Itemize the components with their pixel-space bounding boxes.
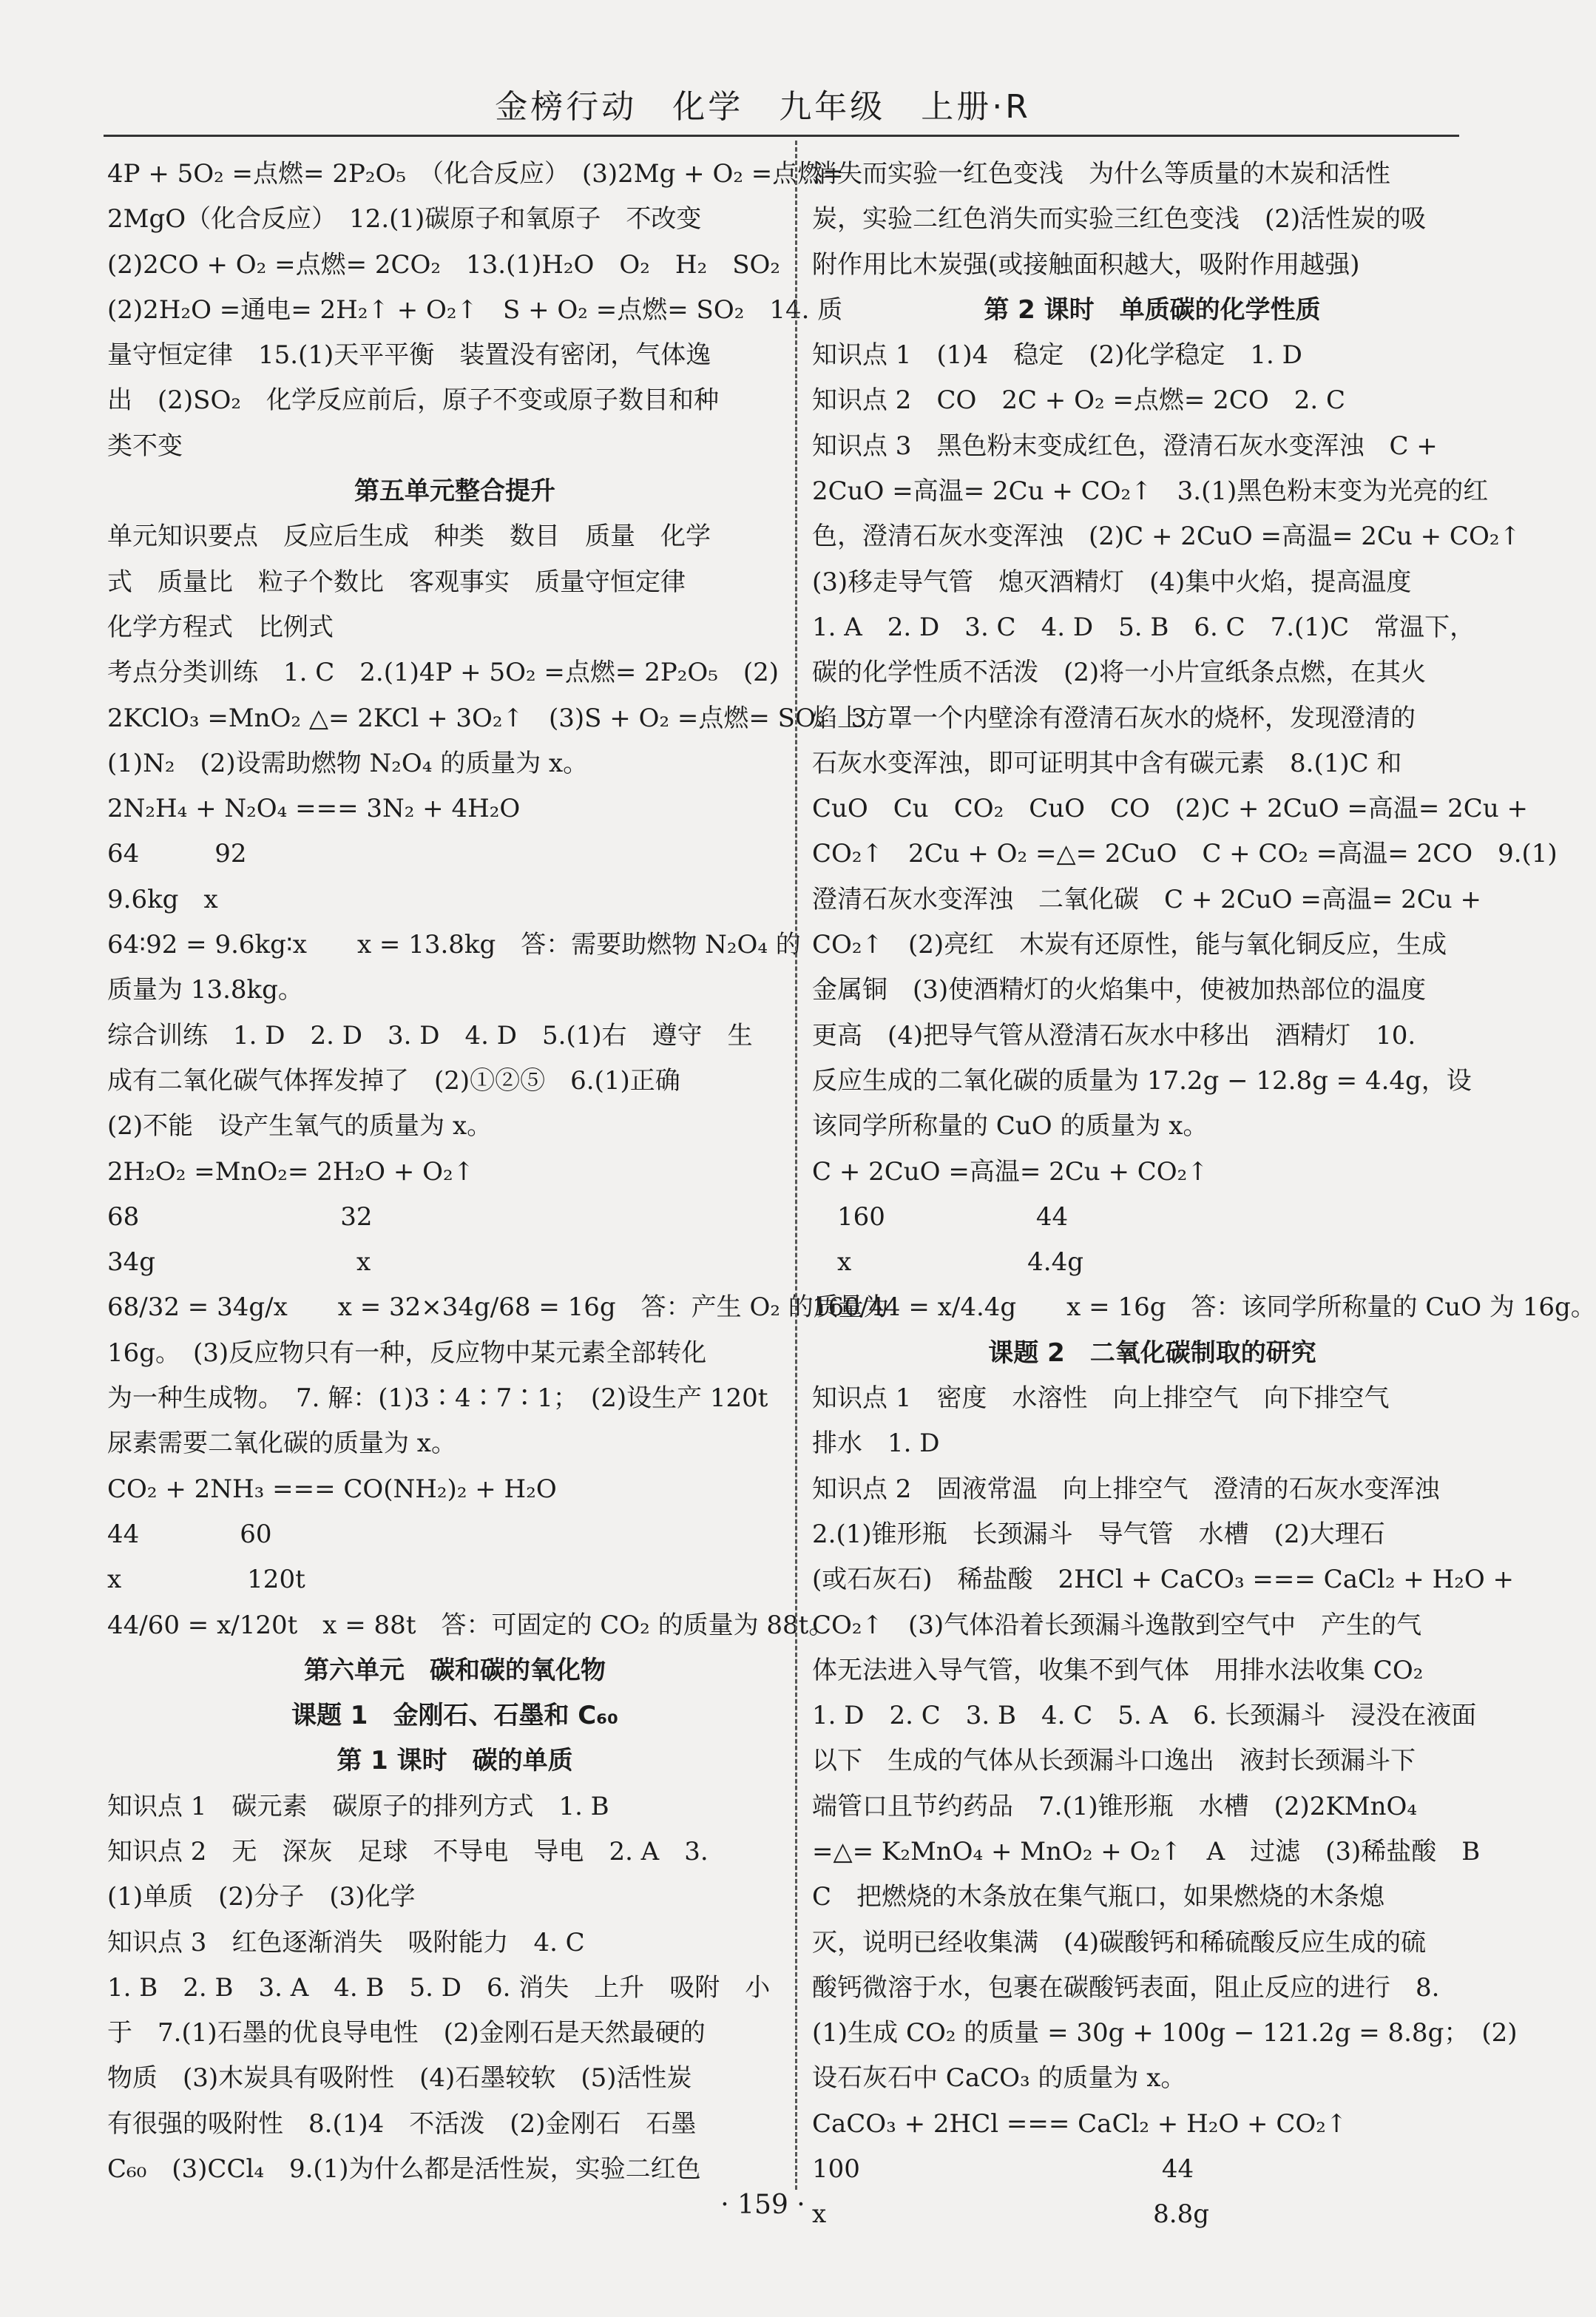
text-line: 为一种生成物。 7. 解：(1)3∶4∶7∶1； (2)设生产 120t [107,1383,768,1414]
text-line: 排水 1. D [812,1429,940,1459]
text-line: 成有二氧化碳气体挥发掉了 (2)①②⑤ 6.(1)正确 [107,1065,680,1096]
section-heading: 第六单元 碳和碳的氧化物 [304,1655,606,1685]
text-line: 1. D 2. C 3. B 4. C 5. A 6. 长颈漏斗 浸没在液面 [812,1701,1477,1731]
text-line: 2H₂O₂ =MnO₂= 2H₂O + O₂↑ [107,1156,475,1187]
text-line: 知识点 2 固液常温 向上排空气 澄清的石灰水变浑浊 [812,1474,1440,1504]
section-heading: 课题 2 二氧化碳制取的研究 [988,1338,1316,1368]
text-line: 1. B 2. B 3. A 4. B 5. D 6. 消失 上升 吸附 小 [107,1972,771,2003]
text-line: 4P + 5O₂ =点燃= 2P₂O₅ （化合反应） (3)2Mg + O₂ =点燃= [107,159,844,189]
text-line: 炭，实验二红色消失而实验三红色变浅 (2)活性炭的吸 [812,204,1427,235]
text-line: C + 2CuO =高温= 2Cu + CO₂↑ [812,1156,1208,1187]
page-header: 金榜行动 化学 九年级 上册·R [495,88,1031,126]
text-line: 量守恒定律 15.(1)天平平衡 装置没有密闭，气体逸 [107,340,711,371]
text-line: 色，澄清石灰水变浑浊 (2)C + 2CuO =高温= 2Cu + CO₂↑ [812,522,1521,552]
text-line: 端管口且节约药品 7.(1)锥形瓶 水槽 (2)2KMnO₄ [812,1791,1418,1821]
page-number: · 159 · [720,2190,805,2220]
text-line: 有很强的吸附性 8.(1)4 不活泼 (2)金刚石 石墨 [107,2108,697,2139]
text-line: 34g x [107,1247,371,1278]
text-line: CO₂↑ 2Cu + O₂ =△= 2CuO C + CO₂ =高温= 2CO 9.(1) [812,839,1558,869]
text-line: 知识点 2 无 深灰 足球 不导电 导电 2. A 3. [107,1836,709,1866]
text-line: 知识点 3 黑色粉末变成红色，澄清石灰水变浑浊 C + [812,431,1438,461]
text-line: 综合训练 1. D 2. D 3. D 4. D 5.(1)右 遵守 生 [107,1020,753,1050]
text-line: 68 32 [107,1201,373,1232]
text-line: 64 92 [107,839,247,869]
section-heading: 第 2 课时 单质碳的化学性质 [984,294,1321,325]
text-line: 1. A 2. D 3. C 4. D 5. B 6. C 7.(1)C 常温下， [812,612,1475,642]
text-line: 68/32 = 34g/x x = 32×34g/68 = 16g 答：产生 O₂ 的质量为 [107,1292,889,1323]
text-line: 石灰水变浑浊，即可证明其中含有碳元素 8.(1)C 和 [812,748,1402,778]
text-line: 以下 生成的气体从长颈漏斗口逸出 液封长颈漏斗下 [812,1746,1416,1776]
text-line: 考点分类训练 1. C 2.(1)4P + 5O₂ =点燃= 2P₂O₅ (2) [107,658,780,688]
text-line: 消失而实验一红色变浅 为什么等质量的木炭和活性 [812,159,1390,189]
text-line: 9.6kg x [107,884,218,914]
text-line: (2)不能 设产生氧气的质量为 x。 [107,1111,493,1141]
text-line: 类不变 [107,431,183,461]
text-line: 该同学所称量的 CuO 的质量为 x。 [812,1111,1208,1141]
text-line: (2)2H₂O =通电= 2H₂↑ + O₂↑ S + O₂ =点燃= SO₂ 14. 质 [107,294,843,325]
text-line: 知识点 1 (1)4 稳定 (2)化学稳定 1. D [812,340,1302,371]
text-line: 2CuO =高温= 2Cu + CO₂↑ 3.(1)黑色粉末变为光亮的红 [812,476,1489,507]
text-line: x 120t [107,1565,305,1595]
text-line: =△= K₂MnO₄ + MnO₂ + O₂↑ A 过滤 (3)稀盐酸 B [812,1836,1481,1866]
text-line: CuO Cu CO₂ CuO CO (2)C + 2CuO =高温= 2Cu + [812,794,1529,824]
text-line: 化学方程式 比例式 [107,612,334,642]
right-column [812,152,1596,2238]
text-line: x 8.8g [812,2199,1210,2230]
text-line: (1)单质 (2)分子 (3)化学 [107,1882,416,1912]
text-line: 更高 (4)把导气管从澄清石灰水中移出 酒精灯 10. [812,1020,1416,1050]
text-line: 44/60 = x/120t x = 88t 答：可固定的 CO₂ 的质量为 88t。 [107,1610,834,1640]
text-line: 64∶92 = 9.6kg∶x x = 13.8kg 答：需要助燃物 N₂O₄ 的 [107,930,801,960]
text-line: C₆₀ (3)CCl₄ 9.(1)为什么都是活性炭，实验二红色 [107,2154,701,2185]
section-heading: 第 1 课时 碳的单质 [337,1746,573,1776]
text-line: (1)N₂ (2)设需助燃物 N₂O₄ 的质量为 x。 [107,748,589,778]
text-line: 灭，说明已经收集满 (4)碳酸钙和稀硫酸反应生成的硫 [812,1927,1427,1957]
text-line: CaCO₃ + 2HCl === CaCl₂ + H₂O + CO₂↑ [812,2108,1348,2139]
text-line: 16g。 (3)反应物只有一种，反应物中某元素全部转化 [107,1338,707,1368]
text-line: (或石灰石) 稀盐酸 2HCl + CaCO₃ === CaCl₂ + H₂O + [812,1565,1515,1595]
text-line: C 把燃烧的木条放在集气瓶口，如果燃烧的木条熄 [812,1882,1385,1912]
text-line: 知识点 3 红色逐渐消失 吸附能力 4. C [107,1927,585,1957]
text-line: 2.(1)锥形瓶 长颈漏斗 导气管 水槽 (2)大理石 [812,1519,1385,1549]
text-line: 设石灰石中 CaCO₃ 的质量为 x。 [812,2063,1186,2094]
text-line: 出 (2)SO₂ 化学反应前后，原子不变或原子数目和种 [107,385,719,416]
text-line: 焰上方罩一个内壁涂有澄清石灰水的烧杯，发现澄清的 [812,703,1416,733]
text-line: 100 44 [812,2154,1194,2185]
section-heading: 课题 1 金刚石、石墨和 C₆₀ [291,1701,619,1731]
text-line: 160 44 [812,1201,1069,1232]
column-divider [795,141,797,2190]
text-line: 体无法进入导气管，收集不到气体 用排水法收集 CO₂ [812,1655,1424,1685]
text-line: 物质 (3)木炭具有吸附性 (4)石墨较软 (5)活性炭 [107,2063,692,2094]
header-rule [104,135,1459,137]
text-line: CO₂↑ (3)气体沿着长颈漏斗逸散到空气中 产生的气 [812,1610,1422,1640]
text-line: 知识点 1 密度 水溶性 向上排空气 向下排空气 [812,1383,1390,1414]
text-line: 于 7.(1)石墨的优良导电性 (2)金刚石是天然最硬的 [107,2018,706,2048]
text-line: 附作用比木炭强(或接触面积越大，吸附作用越强) [812,249,1360,280]
text-line: (1)生成 CO₂ 的质量 = 30g + 100g − 121.2g = 8.8g； (2) [812,2018,1518,2048]
text-line: 知识点 1 碳元素 碳原子的排列方式 1. B [107,1791,609,1821]
text-line: 2KClO₃ =MnO₂ △= 2KCl + 3O₂↑ (3)S + O₂ =点燃= SO₂ 3. [107,703,875,733]
text-line: CO₂ + 2NH₃ === CO(NH₂)₂ + H₂O [107,1474,557,1504]
text-line: 质量为 13.8kg。 [107,975,303,1005]
text-line: 2MgO（化合反应） 12.(1)碳原子和氧原子 不改变 [107,204,702,235]
text-line: 2N₂H₄ + N₂O₄ === 3N₂ + 4H₂O [107,794,521,824]
text-line: 碳的化学性质不活泼 (2)将一小片宣纸条点燃，在其火 [812,658,1427,688]
text-line: 160/44 = x/4.4g x = 16g 答：该同学所称量的 CuO 为 16g。 [812,1292,1596,1323]
text-line: 44 60 [107,1519,272,1549]
text-line: (2)2CO + O₂ =点燃= 2CO₂ 13.(1)H₂O O₂ H₂ SO₂ [107,249,780,280]
text-line: CO₂↑ (2)亮红 木炭有还原性，能与氧化铜反应，生成 [812,930,1447,960]
text-line: 金属铜 (3)使酒精灯的火焰集中，使被加热部位的温度 [812,975,1427,1005]
text-line: (3)移走导气管 熄灭酒精灯 (4)集中火焰，提高温度 [812,567,1412,597]
text-line: 单元知识要点 反应后生成 种类 数目 质量 化学 [107,522,711,552]
text-line: 酸钙微溶于水，包裹在碳酸钙表面，阻止反应的进行 8. [812,1972,1440,2003]
section-heading: 第五单元整合提升 [354,476,555,507]
text-line: 反应生成的二氧化碳的质量为 17.2g − 12.8g = 4.4g，设 [812,1065,1472,1096]
text-line: x 4.4g [812,1247,1084,1278]
text-line: 尿素需要二氧化碳的质量为 x。 [107,1429,456,1459]
text-line: 知识点 2 CO 2C + O₂ =点燃= 2CO 2. C [812,385,1345,416]
text-line: 式 质量比 粒子个数比 客观事实 质量守恒定律 [107,567,686,597]
text-line: 澄清石灰水变浑浊 二氧化碳 C + 2CuO =高温= 2Cu + [812,884,1481,914]
